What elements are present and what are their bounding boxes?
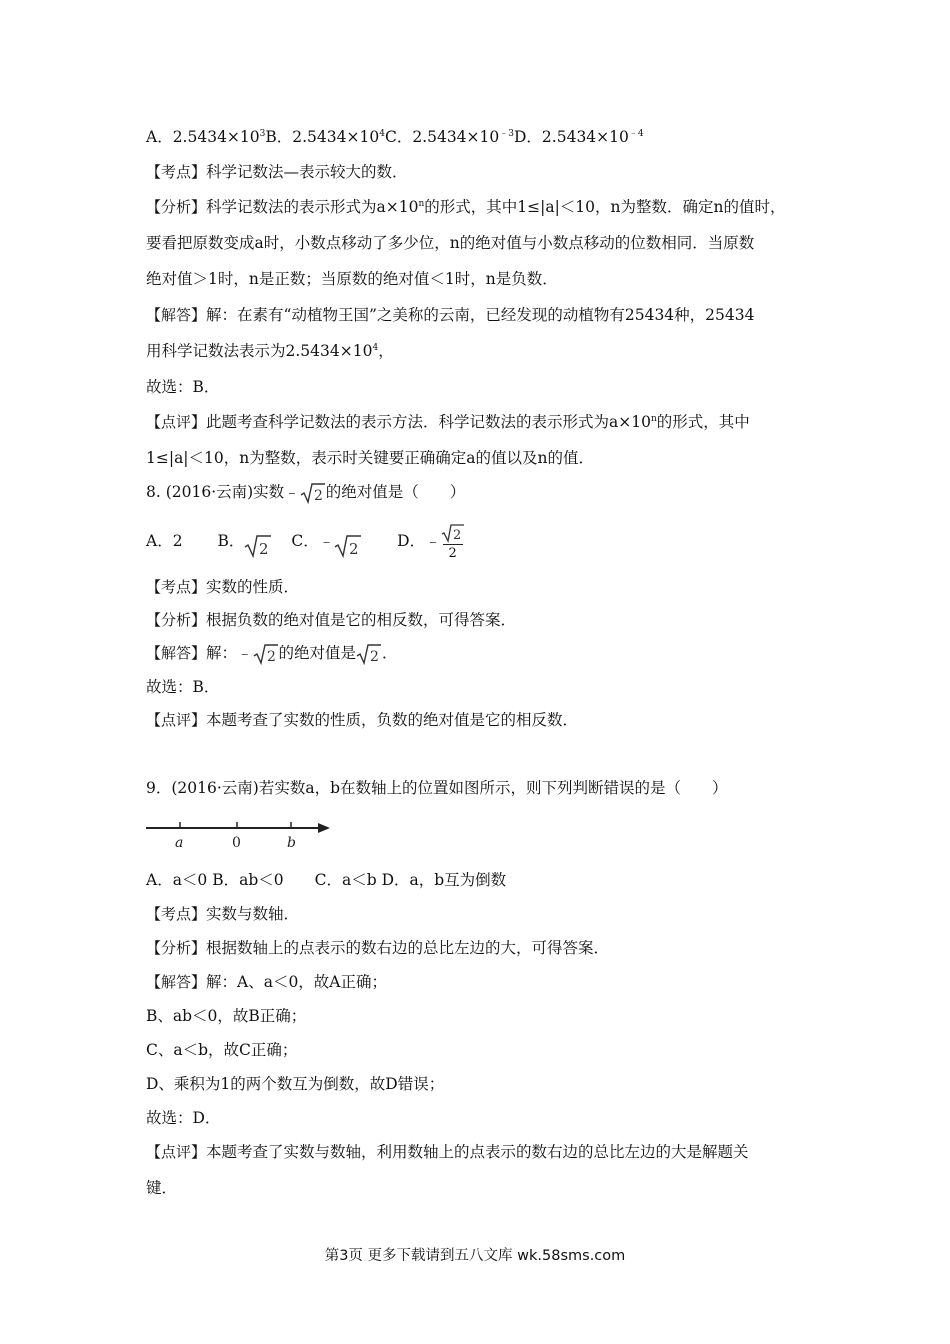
svg-text:2: 2: [370, 649, 379, 665]
q7-fenxi-line-1: 【分析】科学记数法的表示形式为$a\times 10^n$的形式，其中1≤|a|＜10，n为整数．确定n的值时，: [146, 198, 786, 216]
svg-text:2: 2: [266, 649, 276, 665]
axis-label-a: a: [175, 835, 184, 851]
q9-stem: 9．(2016·云南)若实数a，b在数轴上的位置如图所示，则下列判断错误的是（ ）: [146, 779, 728, 797]
q7-guxuan: 故选：B．: [146, 378, 220, 396]
q8-dianping: 【点评】本题考查了实数的性质，负数的绝对值是它的相反数．: [146, 711, 579, 729]
q9-dianping-line-1: 【点评】本题考查了实数与数轴，利用数轴上的点表示的数右边的总比左边的大是解题关: [146, 1143, 749, 1161]
q8-choice-a: A．2: [146, 532, 183, 550]
q8-choice-d: D．﹣: [397, 532, 441, 550]
q8-guxuan: 故选：B．: [146, 678, 220, 696]
q9-kaodian: 【考点】实数与数轴．: [146, 905, 300, 923]
q8-choice-b: B．: [217, 532, 245, 550]
sqrt2-symbol: [253, 643, 279, 665]
q9-choices: A．a＜0 B．ab＜0 C．a＜b D．a，b互为倒数: [146, 871, 507, 889]
q8-choice-c: C．﹣: [291, 532, 335, 550]
svg-text:2: 2: [452, 528, 461, 543]
number-line-figure: [146, 816, 332, 852]
axis-label-zero: 0: [232, 835, 241, 851]
q8-kaodian: 【考点】实数的性质．: [146, 578, 300, 596]
q8-choices: [146, 523, 465, 563]
svg-text:2: 2: [349, 540, 359, 558]
sqrt2-symbol: [356, 643, 382, 665]
q7-fenxi-line-2: 要看把原数变成a时，小数点移动了多少位，n的绝对值与小数点移动的位数相同．当原数: [146, 234, 755, 252]
q9-dianping-line-2: 键．: [146, 1179, 178, 1197]
q9-guxuan: 故选：D．: [146, 1109, 221, 1127]
q9-fenxi: 【分析】根据数轴上的点表示的数右边的总比左边的大，可得答案．: [146, 939, 610, 957]
q7-choices: A．$2.5434\times 10^3B$．$2.5434\times 10^4C$．$2.5434\times 10^{﹣3}D$．$2.5434\times 10^{﹣4}$: [146, 128, 644, 146]
q7-jieda-line-1: 【解答】解：在素有“动植物王国”之美称的云南，已经发现的动植物有25434种，25434: [146, 306, 755, 324]
q9-jieda-line-3: C、a＜b，故C正确；: [146, 1041, 298, 1059]
q7-dianping-line-2: 1≤|a|＜10，n为整数，表示时关键要正确确定a的值以及n的值．: [146, 449, 594, 467]
q8-stem: 8. (2016·云南)实数﹣ 2 的绝对值是（ ）: [146, 483, 466, 504]
svg-text:2: 2: [313, 488, 323, 504]
q7-fenxi-line-3: 绝对值＞1时，n是正数；当原数的绝对值＜1时，n是负数．: [146, 270, 558, 288]
q9-jieda-line-4: D、乘积为1的两个数互为倒数，故D错误；: [146, 1075, 445, 1093]
sqrt2-symbol: [334, 532, 362, 558]
page-footer: 第3页 更多下载请到五八文库 wk.58sms.com: [324, 1248, 626, 1264]
q9-jieda-line-1: 【解答】解：A、a＜0，故A正确；: [146, 973, 388, 991]
q7-dianping-line-1: 【点评】此题考查科学记数法的表示方法．科学记数法的表示形式为$a\times 10^n$的形式，其中: [146, 413, 750, 431]
axis-label-b: b: [287, 835, 296, 851]
sqrt2-over-2-fraction: $\frac{2}{2}$: [441, 523, 465, 561]
q7-jieda-line-2: 用科学记数法表示为$2.5434\times 10^4$，: [146, 342, 394, 360]
q8-jieda: 【解答】解：﹣ 2 的绝对值是 2 ．: [146, 644, 398, 665]
sqrt2-symbol: [244, 532, 272, 558]
svg-text:2: 2: [259, 540, 269, 558]
q9-jieda-line-2: B、ab＜0，故B正确；: [146, 1007, 307, 1025]
q7-kaodian: 【考点】科学记数法—表示较大的数．: [146, 163, 408, 181]
sqrt2-symbol: [300, 482, 326, 504]
q8-fenxi: 【分析】根据负数的绝对值是它的相反数，可得答案．: [146, 611, 517, 629]
number-line-arrow: [318, 823, 330, 833]
